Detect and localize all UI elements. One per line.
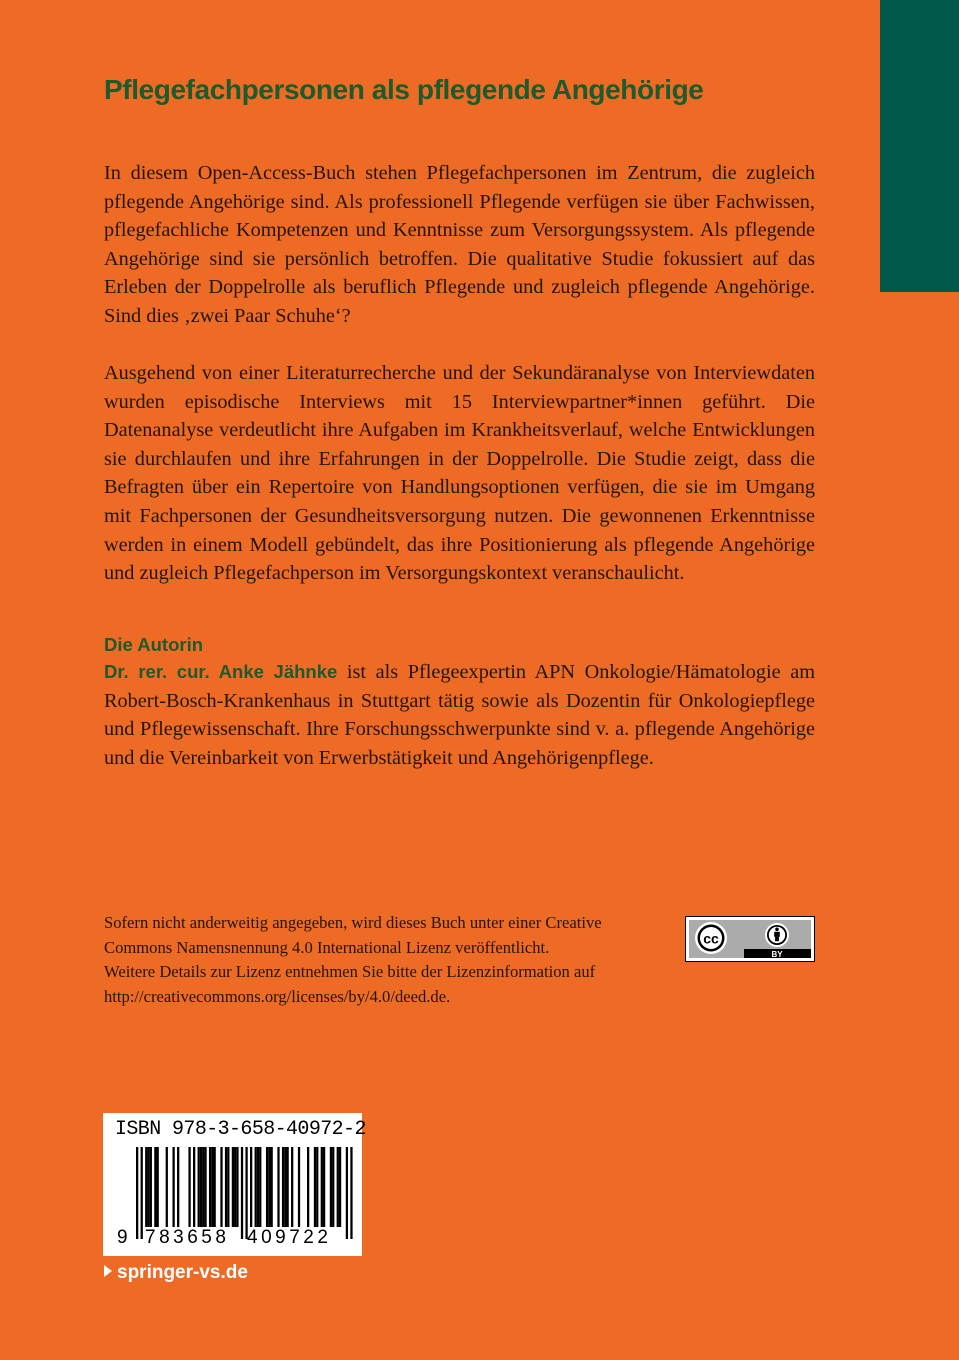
barcode-bar <box>236 1147 238 1227</box>
license-line-2: Commons Namensnennung 4.0 International Lizenz veröffentlicht. <box>104 937 550 957</box>
barcode-bar <box>332 1147 334 1227</box>
barcode-digit-group-left: 783658 <box>145 1227 230 1248</box>
barcode-bar <box>330 1147 332 1227</box>
publisher-url: springer-vs.de <box>117 1262 248 1283</box>
barcode-bar <box>284 1147 286 1227</box>
abstract-paragraph-2: Ausgehend von einer Literaturrecherche und der Sekundäranalyse von Interviewdaten wurden episodische Interviews mit 15 Interviewpartner*innen geführt. Die Datenanalyse verdeutlicht ihre Aufgaben im Krankheitsverlauf, welche Entwicklungen sie durchlaufen und ihre Erfahrungen in der Doppelrolle. Die Studie zeigt, dass die Befragten über ein Repertoire von Handlungsoptionen verfügen, die sie im Umgang mit Fachpersonen der Gesundheitsversorgung nutzen. Die gewonnenen Erkenntnisse werden in einem Modell gebündelt, das ihre Positionierung als pflegende Angehörige und zugleich Pflegefachperson im Versorgungskontext veranschaulicht. <box>104 362 815 585</box>
barcode-bar <box>337 1147 339 1227</box>
license-line-1: Sofern nicht anderweitig angegeben, wird dieses Buch unter einer Creative <box>104 913 602 932</box>
barcode-bar <box>291 1147 293 1227</box>
barcode-bar <box>277 1147 279 1227</box>
barcode-bar <box>316 1147 318 1227</box>
barcode-bar <box>268 1147 270 1227</box>
barcode-bar <box>234 1147 236 1227</box>
license-notice <box>104 911 684 1009</box>
barcode-bar <box>307 1147 309 1227</box>
by-label: BY <box>771 950 783 959</box>
barcode-bar <box>314 1147 316 1227</box>
barcode-bar <box>250 1147 252 1227</box>
isbn-barcode <box>103 1113 366 1256</box>
author-bio <box>104 658 815 772</box>
barcode-bar <box>257 1147 259 1227</box>
barcode-bar <box>214 1147 216 1227</box>
barcode-bar <box>339 1147 341 1227</box>
barcode-digit-lead: 9 <box>117 1227 128 1248</box>
author-name: Dr. rer. cur. Anke Jähnke <box>104 661 338 682</box>
license-line-3: Weitere Details zur Lizenz entnehmen Sie bitte der Lizenzinformation auf <box>104 962 596 981</box>
arrow-right-icon <box>104 1265 112 1277</box>
cc-by-badge-graphic <box>686 917 814 961</box>
isbn-label: ISBN 978-3-658-40972-2 <box>115 1118 366 1141</box>
creative-commons-icon <box>695 922 727 954</box>
barcode-bar <box>188 1147 190 1227</box>
barcode-bar <box>177 1147 179 1227</box>
barcode-bar <box>166 1147 168 1227</box>
author-bio-text: ist als Pflegeexpertin APN Onkologie/Hämatologie am Robert-Bosch-Krankenhaus in Stuttgart tätig sowie als Dozentin für Onkologiepflege und Pflegewissenschaft. Ihre Forschungsschwerpunkte sind v. a. pflegende Angehörige und die Vereinbarkeit von Erwerbstätigkeit und Angehörigenpflege. <box>104 661 815 769</box>
barcode-bar <box>255 1147 257 1227</box>
barcode-bar <box>202 1147 204 1227</box>
barcode-bar <box>259 1147 261 1227</box>
barcode-digit-group-right: 409722 <box>247 1227 332 1248</box>
barcode-bar <box>150 1147 152 1227</box>
barcode-bar <box>204 1147 206 1227</box>
barcode-bar <box>266 1147 268 1227</box>
barcode-bar <box>220 1147 222 1227</box>
barcode-bar <box>211 1147 213 1227</box>
barcode-bar <box>200 1147 202 1227</box>
barcode-bar <box>225 1147 227 1227</box>
book-title: Pflegefachpersonen als pflegende Angehörige <box>104 74 704 105</box>
barcode-bar <box>298 1147 300 1227</box>
barcode-bar <box>154 1147 156 1227</box>
barcode-bar <box>172 1147 174 1227</box>
cc-label: cc <box>703 930 719 947</box>
barcode-bar <box>157 1147 159 1227</box>
license-url[interactable]: http://creativecommons.org/licenses/by/4.0/deed.de. <box>104 986 451 1006</box>
barcode-bar <box>198 1147 200 1227</box>
barcode-bar <box>282 1147 284 1227</box>
barcode-bar <box>232 1147 234 1227</box>
author-heading: Die Autorin <box>104 634 204 655</box>
barcode-bar <box>209 1147 211 1227</box>
barcode-bar <box>227 1147 229 1227</box>
barcode-bar <box>321 1147 323 1227</box>
barcode-bar <box>286 1147 288 1227</box>
barcode-bar <box>323 1147 325 1227</box>
barcode-bar <box>147 1147 149 1227</box>
publisher-link[interactable] <box>104 1261 248 1285</box>
barcode-bar <box>271 1147 273 1227</box>
barcode-bar <box>145 1147 147 1227</box>
attribution-person-icon <box>765 923 789 947</box>
barcode-digits <box>103 1225 362 1253</box>
cc-by-badge[interactable] <box>685 916 815 962</box>
barcode-bar <box>193 1147 195 1227</box>
abstract-paragraph-1: In diesem Open-Access-Buch stehen Pflegefachpersonen im Zentrum, die zugleich pflegende Angehörige sind. Als professionell Pflegende verfügen sie über Fachwissen, pflegefachliche Kompetenzen und Kenntnisse zum Versorgungssystem. Als pflegende Angehörige sind sie persönlich betroffen. Die qualitative Studie fokussiert auf das Erleben der Doppelrolle als beruflich Pflegende und zugleich pflegende Angehörige. Sind dies ‚zwei Paar Schuhe‘? <box>104 162 815 327</box>
color-tab <box>880 0 959 292</box>
